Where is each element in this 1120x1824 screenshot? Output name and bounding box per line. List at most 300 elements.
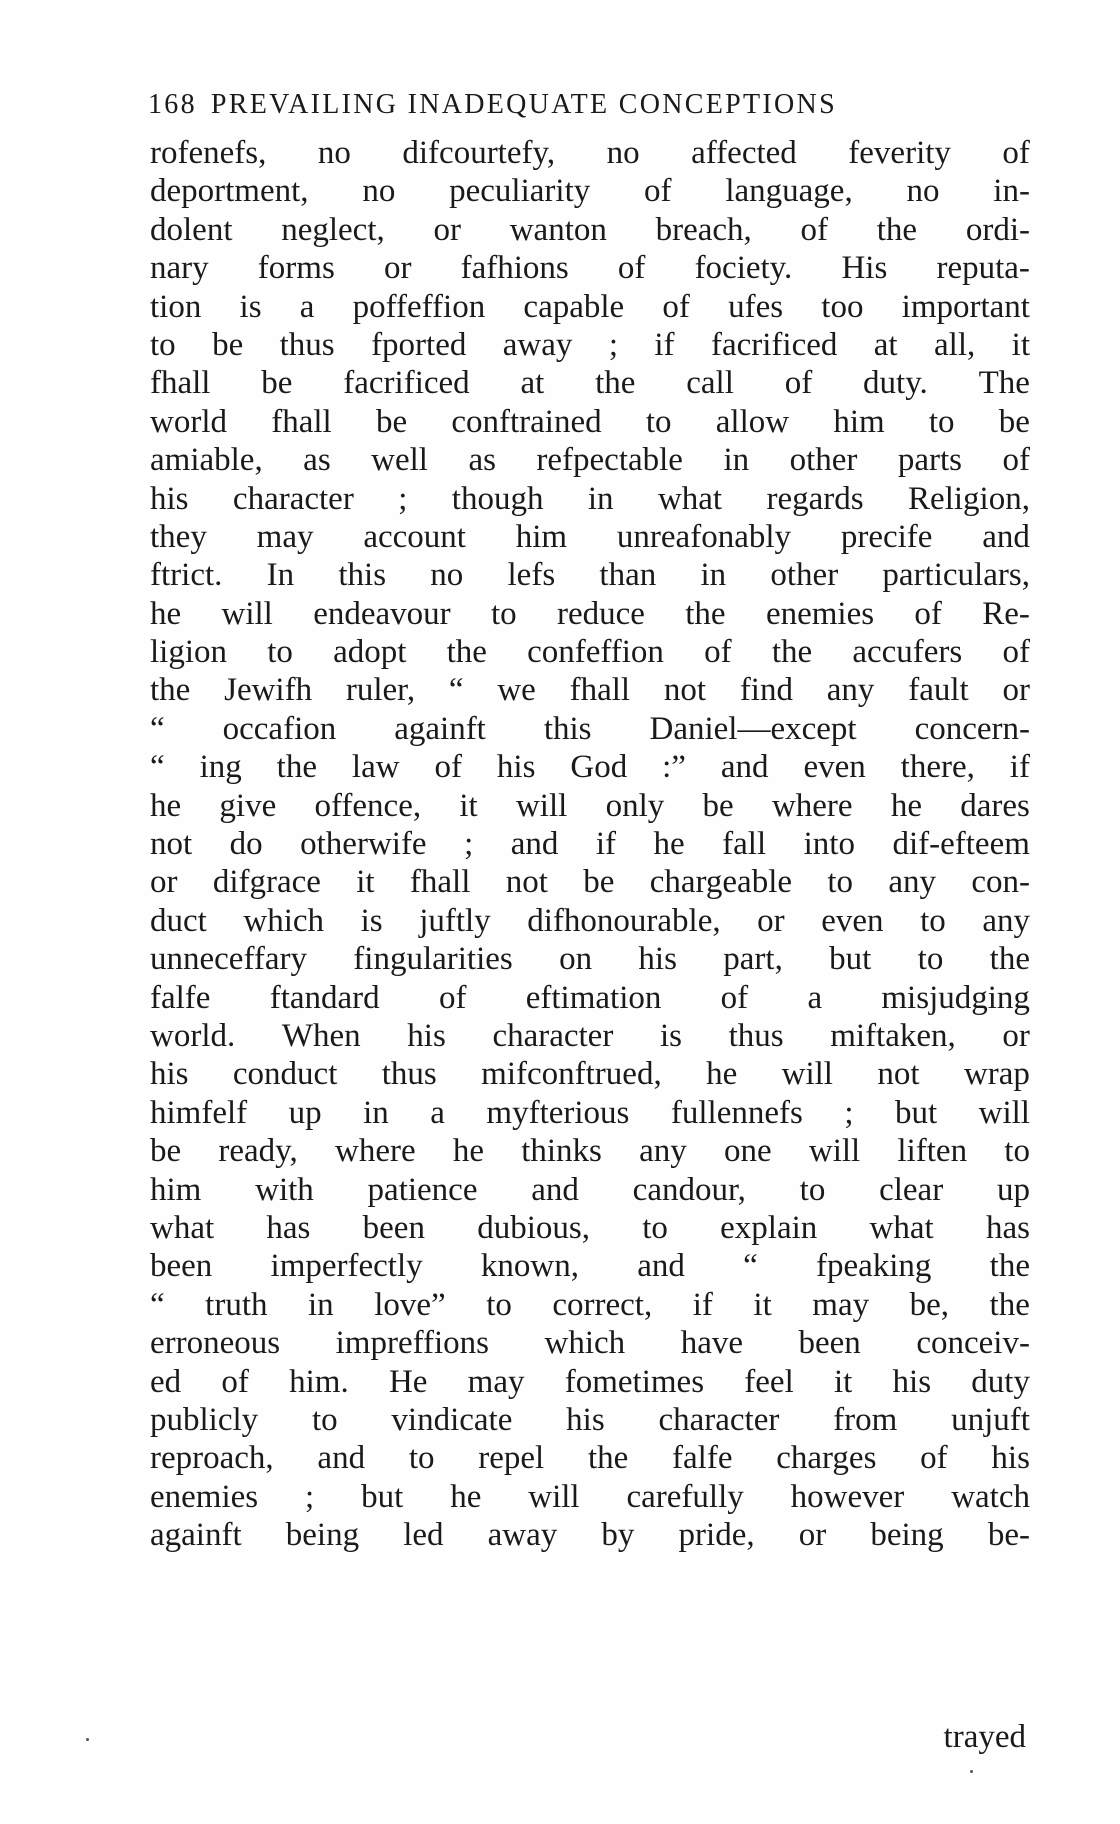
word: away bbox=[487, 1517, 558, 1554]
word: conceiv- bbox=[916, 1325, 1030, 1362]
word: as bbox=[303, 442, 331, 479]
word: only bbox=[605, 787, 665, 824]
word: nary bbox=[150, 250, 209, 287]
word: poffeffion bbox=[352, 288, 486, 325]
word: clear bbox=[879, 1171, 944, 1208]
word: ordi- bbox=[965, 211, 1030, 248]
word: this bbox=[543, 710, 592, 747]
word: carefully bbox=[626, 1478, 744, 1515]
running-title: PREVAILING INADEQUATE CONCEPTIONS bbox=[210, 89, 837, 120]
word: to bbox=[920, 902, 946, 939]
word: dares bbox=[960, 787, 1030, 824]
word: fpeaking bbox=[815, 1248, 932, 1285]
word: vindicate bbox=[391, 1401, 513, 1438]
word: in bbox=[363, 1094, 389, 1131]
print-speck bbox=[970, 1770, 973, 1773]
word: him bbox=[833, 403, 885, 440]
word: Daniel—except bbox=[649, 710, 857, 747]
word: enemies bbox=[150, 1478, 259, 1515]
text-line bbox=[150, 1055, 1030, 1093]
word: being bbox=[870, 1517, 944, 1554]
text-line bbox=[150, 403, 1030, 441]
word: When bbox=[281, 1017, 361, 1054]
word: away bbox=[502, 326, 573, 363]
word: charges bbox=[776, 1440, 877, 1477]
word: feverity bbox=[848, 135, 951, 171]
word: patience bbox=[367, 1171, 478, 1208]
word: however bbox=[790, 1478, 905, 1515]
text-line bbox=[150, 633, 1030, 671]
word: he bbox=[653, 826, 685, 863]
word: in- bbox=[993, 173, 1030, 210]
word: precife bbox=[840, 518, 933, 555]
text-line bbox=[150, 172, 1030, 210]
word: confeffion bbox=[527, 634, 664, 671]
word: the bbox=[685, 595, 726, 632]
word: he bbox=[450, 1478, 482, 1515]
word: or bbox=[757, 902, 785, 939]
word: fullennefs bbox=[670, 1094, 803, 1131]
word: God bbox=[570, 749, 628, 786]
word: in bbox=[723, 442, 750, 479]
word: con- bbox=[971, 864, 1030, 901]
text-line bbox=[150, 1401, 1030, 1439]
word: of bbox=[720, 979, 749, 1016]
word: chargeable bbox=[649, 864, 793, 901]
word: thus bbox=[381, 1056, 437, 1093]
word: no bbox=[430, 557, 464, 594]
word: is bbox=[659, 1017, 682, 1054]
word: any bbox=[826, 672, 875, 709]
word: up bbox=[288, 1094, 322, 1131]
text-line bbox=[150, 1017, 1030, 1055]
word: being bbox=[285, 1517, 360, 1554]
word: has bbox=[985, 1209, 1030, 1246]
word: a bbox=[430, 1094, 445, 1131]
word: be bbox=[261, 365, 293, 402]
word: ; bbox=[464, 826, 474, 863]
word: “ bbox=[150, 1286, 165, 1323]
text-line bbox=[150, 825, 1030, 863]
word: law bbox=[351, 749, 400, 786]
word: to bbox=[799, 1171, 826, 1208]
word: it bbox=[833, 1363, 853, 1400]
text-line bbox=[150, 1286, 1030, 1324]
word: imperfectly bbox=[270, 1248, 423, 1285]
text-line bbox=[150, 902, 1030, 940]
word: even bbox=[803, 749, 866, 786]
word: and bbox=[510, 826, 559, 863]
word: tion bbox=[150, 288, 202, 325]
word: his bbox=[991, 1440, 1030, 1477]
text-line bbox=[150, 595, 1030, 633]
text-line bbox=[150, 134, 1030, 172]
print-speck bbox=[86, 1738, 89, 1741]
word: unjuft bbox=[951, 1401, 1030, 1438]
word: but bbox=[829, 941, 872, 978]
word: allow bbox=[715, 403, 790, 440]
text-line bbox=[150, 710, 1030, 748]
word: be- bbox=[987, 1517, 1030, 1554]
word: character bbox=[492, 1017, 614, 1054]
word: feel bbox=[744, 1363, 794, 1400]
word: he bbox=[706, 1056, 738, 1093]
word: be, bbox=[909, 1286, 950, 1323]
word: no bbox=[906, 173, 940, 210]
word: duty. bbox=[863, 365, 928, 402]
word: is bbox=[360, 902, 383, 939]
word: fported bbox=[371, 326, 467, 363]
word: He bbox=[388, 1363, 428, 1400]
word: Re- bbox=[982, 595, 1030, 632]
word: not bbox=[505, 864, 548, 901]
word: enemies bbox=[765, 595, 875, 632]
word: important bbox=[901, 288, 1030, 325]
word: neglect, bbox=[281, 211, 385, 248]
word: be bbox=[375, 403, 408, 440]
word: duct bbox=[150, 902, 207, 939]
text-line bbox=[150, 249, 1030, 287]
word: he bbox=[150, 595, 182, 632]
word: world. bbox=[150, 1017, 236, 1054]
word: reproach, bbox=[150, 1440, 274, 1477]
word: he bbox=[890, 787, 922, 824]
word: of bbox=[920, 1440, 948, 1477]
word: candour, bbox=[632, 1171, 746, 1208]
word: his bbox=[566, 1401, 605, 1438]
text-line bbox=[150, 1439, 1030, 1477]
word: with bbox=[255, 1171, 314, 1208]
word: other bbox=[770, 557, 839, 594]
word: it bbox=[1011, 326, 1030, 363]
text-line bbox=[150, 1209, 1030, 1247]
word: occafion bbox=[222, 710, 337, 747]
word: fhall bbox=[150, 365, 211, 402]
word: do bbox=[229, 826, 263, 863]
word: any bbox=[982, 902, 1030, 939]
word: of bbox=[1002, 634, 1030, 671]
word: be bbox=[702, 787, 734, 824]
word: the bbox=[989, 941, 1030, 978]
word: of bbox=[617, 250, 646, 287]
word: any bbox=[639, 1133, 687, 1170]
word: In bbox=[266, 557, 295, 594]
word: him. bbox=[289, 1363, 349, 1400]
word: conduct bbox=[232, 1056, 338, 1093]
word: himfelf bbox=[150, 1094, 248, 1131]
word: which bbox=[544, 1325, 626, 1362]
text-line bbox=[150, 1094, 1030, 1132]
word: adopt bbox=[333, 634, 407, 671]
word: will bbox=[221, 595, 273, 632]
text-line bbox=[150, 211, 1030, 249]
word: eftimation bbox=[525, 979, 662, 1016]
word: liften bbox=[897, 1133, 968, 1170]
word: him bbox=[515, 518, 568, 555]
word: difhonourable, bbox=[527, 902, 721, 939]
word: conftrained bbox=[451, 403, 602, 440]
word: of bbox=[800, 211, 829, 248]
word: been bbox=[798, 1325, 861, 1362]
word: “ bbox=[150, 749, 165, 786]
word: any bbox=[888, 864, 936, 901]
word: His bbox=[841, 250, 888, 287]
word: ; bbox=[608, 326, 618, 363]
word: duty bbox=[971, 1363, 1030, 1400]
text-line bbox=[150, 288, 1030, 326]
word: offence, bbox=[314, 787, 422, 824]
text-line bbox=[150, 326, 1030, 364]
word: ligion bbox=[150, 634, 228, 671]
word: the bbox=[771, 634, 813, 671]
word: to bbox=[1004, 1133, 1030, 1170]
word: to bbox=[928, 403, 955, 440]
text-line bbox=[150, 787, 1030, 825]
running-head bbox=[148, 88, 1028, 122]
word: has bbox=[266, 1209, 311, 1246]
word: be bbox=[150, 1133, 182, 1170]
word: up bbox=[996, 1171, 1030, 1208]
word: againft bbox=[150, 1517, 242, 1554]
word: juftly bbox=[419, 902, 491, 939]
word: or bbox=[383, 250, 412, 287]
word: “ bbox=[448, 672, 464, 709]
word: the bbox=[876, 211, 918, 248]
word: publicly bbox=[150, 1401, 259, 1438]
word: the bbox=[276, 749, 317, 786]
word: The bbox=[978, 365, 1030, 402]
word: to bbox=[311, 1401, 338, 1438]
word: we bbox=[497, 672, 536, 709]
word: character bbox=[658, 1401, 780, 1438]
word: otherwife bbox=[300, 826, 427, 863]
text-line bbox=[150, 863, 1030, 901]
word: impreffions bbox=[335, 1325, 490, 1362]
word: at bbox=[873, 326, 898, 363]
word: reputa- bbox=[936, 250, 1030, 287]
word: and bbox=[720, 749, 769, 786]
word: character bbox=[232, 480, 354, 517]
word: fault bbox=[908, 672, 969, 709]
word: or bbox=[1002, 672, 1030, 709]
word: of bbox=[662, 288, 690, 325]
word: ed bbox=[150, 1363, 182, 1400]
word: rofenefs, bbox=[150, 135, 267, 171]
word: to bbox=[917, 941, 944, 978]
word: againft bbox=[394, 710, 486, 747]
word: and bbox=[531, 1171, 579, 1208]
word: his bbox=[638, 941, 677, 978]
text-line bbox=[150, 1363, 1030, 1401]
word: will bbox=[515, 787, 568, 824]
text-line bbox=[150, 441, 1030, 479]
word: from bbox=[833, 1401, 898, 1438]
text-line bbox=[150, 364, 1030, 402]
word: will bbox=[528, 1478, 580, 1515]
word: deportment, bbox=[150, 173, 309, 210]
word: peculiarity bbox=[449, 173, 591, 210]
word: to bbox=[150, 326, 176, 363]
word: regards bbox=[766, 480, 864, 517]
word: to bbox=[490, 595, 517, 632]
word: if bbox=[692, 1286, 713, 1323]
word: as bbox=[468, 442, 496, 479]
word: it bbox=[753, 1286, 772, 1323]
word: account bbox=[363, 518, 466, 555]
text-line bbox=[150, 1247, 1030, 1285]
word: breach, bbox=[655, 211, 752, 248]
word: ready, bbox=[218, 1133, 298, 1170]
word: if bbox=[595, 826, 617, 863]
word: “ bbox=[743, 1248, 758, 1285]
word: fall bbox=[722, 826, 767, 863]
word: no bbox=[317, 135, 351, 171]
word: miftaken, bbox=[830, 1017, 956, 1054]
word: what bbox=[657, 480, 723, 517]
word: ; bbox=[305, 1478, 315, 1515]
word: the bbox=[587, 1440, 629, 1477]
word: will bbox=[781, 1056, 833, 1093]
word: may bbox=[467, 1363, 525, 1400]
word: find bbox=[739, 672, 793, 709]
word: watch bbox=[951, 1478, 1030, 1515]
word: amiable, bbox=[150, 442, 263, 479]
word: mifconftrued, bbox=[481, 1056, 662, 1093]
word: even bbox=[821, 902, 884, 939]
word: capable bbox=[523, 288, 625, 325]
word: parts bbox=[897, 442, 963, 479]
word: of bbox=[221, 1363, 249, 1400]
word: of bbox=[644, 173, 672, 210]
word: explain bbox=[720, 1209, 818, 1246]
word: fingularities bbox=[353, 941, 513, 978]
word: the bbox=[595, 365, 636, 402]
word: have bbox=[680, 1325, 743, 1362]
word: ruler, bbox=[345, 672, 416, 709]
word: of bbox=[1002, 135, 1030, 171]
word: call bbox=[686, 365, 734, 402]
word: the bbox=[989, 1248, 1030, 1285]
word: Jewifh bbox=[224, 672, 313, 709]
word: though bbox=[451, 480, 544, 517]
word: all, bbox=[934, 326, 976, 363]
word: not bbox=[663, 672, 707, 709]
word: one bbox=[723, 1133, 772, 1170]
word: a bbox=[807, 979, 823, 1016]
word: facrificed bbox=[710, 326, 838, 363]
word: difcourtefy, bbox=[402, 135, 556, 171]
word: what bbox=[150, 1209, 215, 1246]
word: fhall bbox=[569, 672, 631, 709]
word: will bbox=[808, 1133, 861, 1170]
word: been bbox=[150, 1248, 213, 1285]
word: dolent bbox=[150, 211, 233, 248]
word: refpectable bbox=[536, 442, 683, 479]
word: he bbox=[150, 787, 182, 824]
word: too bbox=[821, 288, 864, 325]
word: known, bbox=[480, 1248, 579, 1285]
word: to bbox=[267, 634, 293, 671]
word: or bbox=[433, 211, 461, 248]
word: “ bbox=[150, 710, 165, 747]
word: he bbox=[452, 1133, 484, 1170]
word: endeavour bbox=[313, 595, 451, 632]
word: ufes bbox=[728, 288, 784, 325]
word: in bbox=[700, 557, 727, 594]
word: if bbox=[654, 326, 675, 363]
word: fafhions bbox=[460, 250, 569, 287]
word: difgrace bbox=[212, 864, 321, 901]
word: of bbox=[914, 595, 942, 632]
word: repel bbox=[478, 1440, 545, 1477]
word: to bbox=[642, 1209, 668, 1246]
word: will bbox=[978, 1094, 1030, 1131]
word: misjudging bbox=[881, 979, 1030, 1016]
word: be bbox=[212, 326, 244, 363]
word: language, bbox=[725, 173, 853, 210]
word: in bbox=[308, 1286, 334, 1323]
word: reduce bbox=[556, 595, 645, 632]
word: his bbox=[150, 480, 189, 517]
text-line bbox=[150, 979, 1030, 1017]
word: of bbox=[704, 634, 732, 671]
word: his bbox=[496, 749, 536, 786]
word: but bbox=[361, 1478, 404, 1515]
word: his bbox=[407, 1017, 446, 1054]
catchword: trayed bbox=[943, 1719, 1026, 1755]
word: ; bbox=[844, 1094, 854, 1131]
word: where bbox=[771, 787, 853, 824]
word: fhall bbox=[409, 864, 471, 901]
word: him bbox=[150, 1171, 202, 1208]
word: love” bbox=[374, 1286, 446, 1323]
text-line bbox=[150, 480, 1030, 518]
word: concern- bbox=[914, 710, 1030, 747]
body-text bbox=[150, 134, 1030, 1554]
word: the bbox=[446, 634, 487, 671]
word: fociety. bbox=[694, 250, 793, 287]
word: where bbox=[334, 1133, 416, 1170]
text-line bbox=[150, 1324, 1030, 1362]
word: his bbox=[892, 1363, 932, 1400]
text-line bbox=[150, 556, 1030, 594]
word: if bbox=[1009, 749, 1030, 786]
word: this bbox=[338, 557, 387, 594]
word: led bbox=[403, 1517, 444, 1554]
word: Religion, bbox=[908, 480, 1030, 517]
word: give bbox=[219, 787, 277, 824]
word: fometimes bbox=[564, 1363, 705, 1400]
word: forms bbox=[257, 250, 335, 287]
word: not bbox=[150, 826, 193, 863]
word: wanton bbox=[509, 211, 607, 248]
word: accufers bbox=[852, 634, 963, 671]
word: on bbox=[559, 941, 593, 978]
word: of bbox=[438, 979, 467, 1016]
word: ; bbox=[398, 480, 408, 517]
word: falfe bbox=[150, 979, 211, 1016]
text-line bbox=[150, 1132, 1030, 1170]
word: pride, bbox=[678, 1517, 755, 1554]
word: dif-efteem bbox=[892, 826, 1030, 863]
text-line bbox=[150, 1516, 1030, 1554]
page-number: 168 bbox=[148, 89, 197, 120]
word: unreafonably bbox=[616, 518, 792, 555]
word: other bbox=[789, 442, 858, 479]
text-line bbox=[150, 671, 1030, 709]
word: ing bbox=[199, 749, 242, 786]
word: affected bbox=[691, 135, 797, 171]
